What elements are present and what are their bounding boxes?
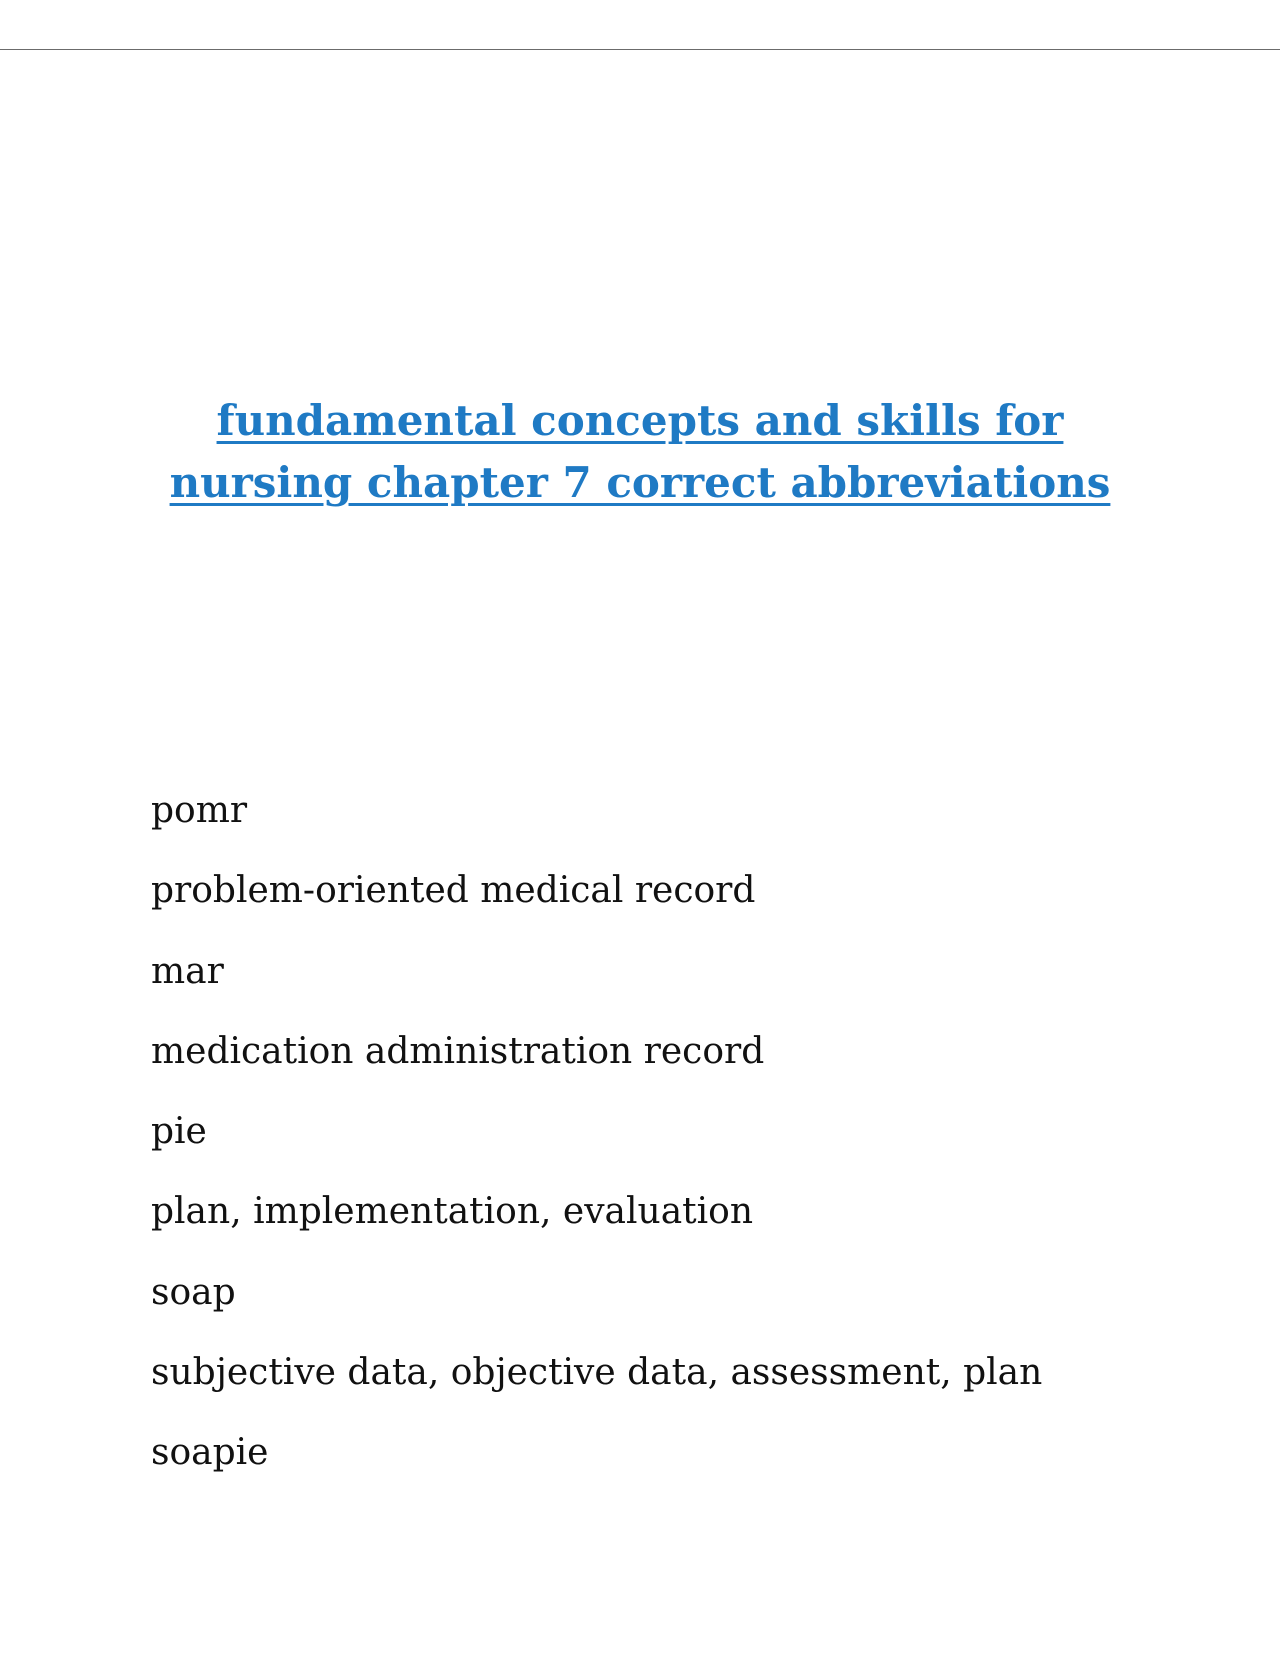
abbreviation-term: soap <box>151 1271 236 1313</box>
document-title <box>120 390 1160 514</box>
abbreviation-definition: plan, implementation, evaluation <box>151 1191 753 1233</box>
abbreviation-definition: subjective data, objective data, assessment, plan <box>151 1352 1043 1394</box>
abbreviation-term: pomr <box>151 790 248 831</box>
top-divider <box>0 49 1280 50</box>
abbreviation-list <box>151 785 1231 1508</box>
abbreviation-definition: medication administration record <box>151 1030 765 1072</box>
abbreviation-term: mar <box>151 950 224 992</box>
abbreviation-term: soapie <box>151 1432 269 1474</box>
abbreviation-definition: problem-oriented medical record <box>151 870 756 912</box>
abbreviation-term: pie <box>151 1111 207 1153</box>
title-link-line-2[interactable]: nursing chapter 7 correct abbreviations <box>169 458 1111 507</box>
title-link-line-1[interactable]: fundamental concepts and skills for <box>216 396 1064 445</box>
